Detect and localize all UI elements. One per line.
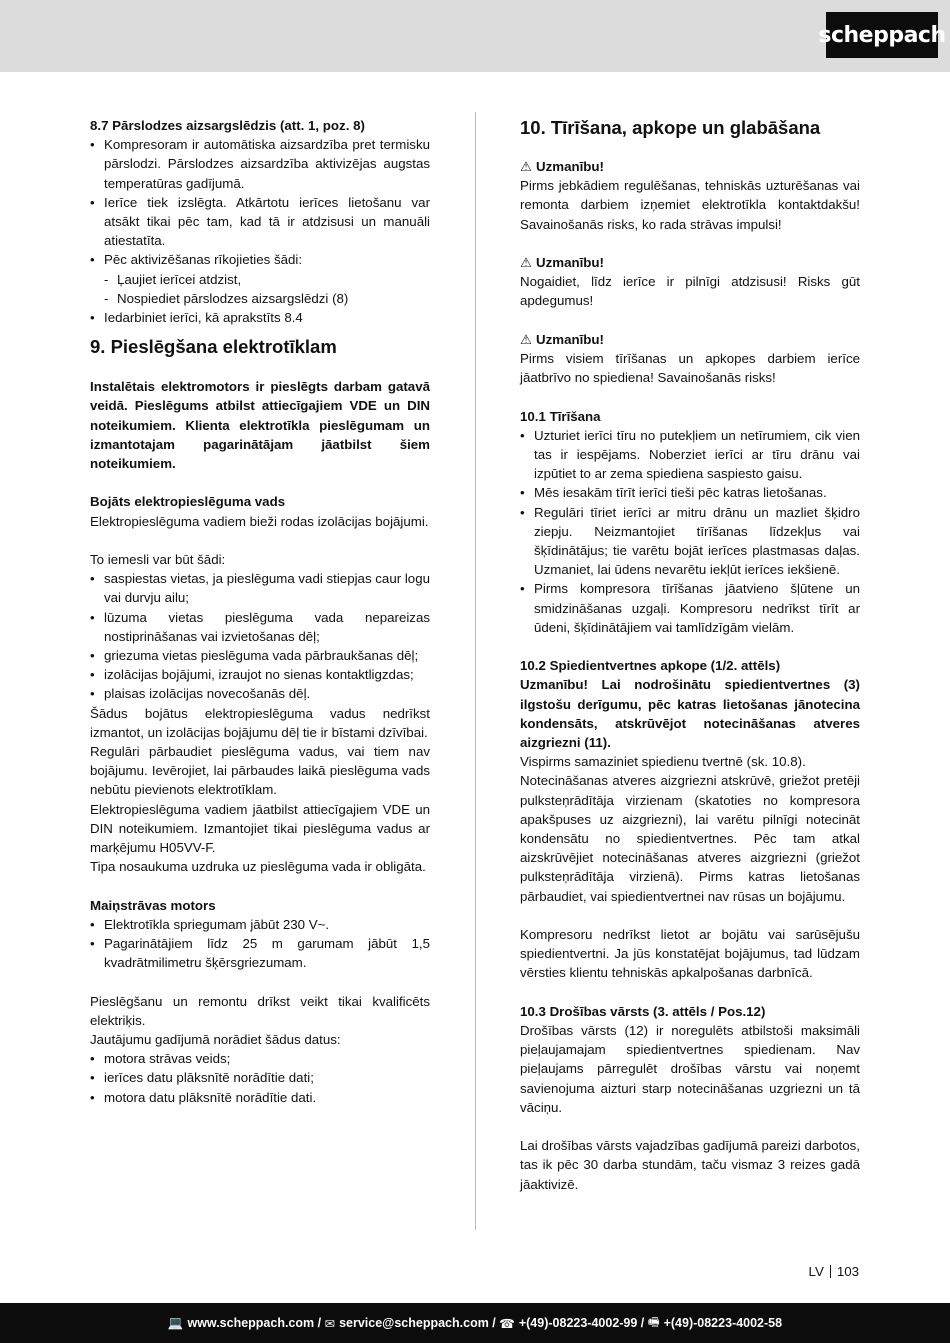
footer-phone: +(49)-08223-4002-99 / (518, 1316, 645, 1330)
damaged-cable-text: Elektropieslēguma vadiem bieži rodas izolācijas bojājumi. (90, 513, 429, 529)
computer-icon: 💻 (167, 1315, 184, 1330)
section-10-2-p1: Vispirms samaziniet spiedienu tvertnē (sk. 10.8). (520, 754, 806, 770)
page-number (809, 1264, 859, 1279)
list-item: • ierīces datu plāksnītē norādītie dati; (90, 1068, 430, 1087)
danger-text: Šādus bojātus elektropieslēguma vadus nedrīkst izmantot, un izolācijas bojājumu dēļ tie ir bīstami dzīvībai. (90, 705, 430, 740)
warning-label: Uzmanību! (536, 331, 604, 347)
page-number-value: 103 (836, 1264, 859, 1279)
warning-1-text: Pirms jebkādiem regulēšanas, tehniskās uzturēšanas vai remonta darbiem izņemiet elektrotīkla kontaktdakšu! Savainošanās risks, ko rada strāvas impulsi! (520, 178, 860, 232)
header-band (0, 0, 950, 72)
section-10-1-title: 10.1 Tīrīšana (520, 408, 601, 424)
section-8-7-list (90, 135, 430, 269)
ac-motor-list (90, 915, 430, 973)
list-item: - Ļaujiet ierīcei atdzist, (90, 270, 430, 289)
list-item: • Elektrotīkla spriegumam jābūt 230 V~. (90, 915, 430, 934)
queries-intro: Jautājumu gadījumā norādiet šādus datus: (90, 1032, 341, 1048)
section-10-3-title: 10.3 Drošības vārsts (3. attēls / Pos.12) (520, 1003, 766, 1019)
scheppach-logo (818, 12, 946, 58)
warning-3-head (520, 330, 860, 349)
phone-icon: ☎ (499, 1316, 515, 1331)
list-item: • izolācijas bojājumi, izraujot no sienas kontaktligzdas; (90, 665, 430, 684)
list-item: • plaisas izolācijas novecošanās dēļ. (90, 684, 430, 703)
warning-triangle-icon: ⚠ (520, 331, 532, 347)
footer-fax: +(49)-08223-4002-58 (663, 1316, 783, 1330)
right-column (520, 116, 860, 1194)
section-10-2-p2: Notecināšanas atveres aizgriezni atskrūvē, griežot pretēji pulksteņrādītāja virzienam (skatoties no kompresora apakšpuses uz aizgriezni), lai varētu pilnīgi notecināt kondensātu no spiedientvertnes. Pēc tam atkal aizskrūvējiet notecināšanas atveres aizgriezni (griežot pulksteņrādītāja virzienā). Pirms katras lietošanas pārbaudiet, vai spiedientvertnei nav rūsas un bojājumu. (520, 773, 860, 904)
list-item: - Nospiediet pārslodzes aizsargslēdzi (8) (90, 289, 430, 308)
causes-intro: To iemesli var būt šādi: (90, 552, 226, 568)
print-text: Tipa nosaukuma uzdruka uz pieslēguma vada ir obligāta. (90, 859, 426, 875)
cleaning-list (520, 426, 860, 637)
list-item: • lūzuma vietas pieslēguma vada nepareizas nostiprināšanas vai izvietošanas dēļ; (90, 608, 430, 646)
section-10-2-warning: Uzmanību! Lai nodrošinātu spiedientvertnes (3) ilgstošu derīgumu, pēc katras lietošanas jānotecina kondensāts, atskrūvējot notecināšanas atveres aizgriezni (11). (520, 677, 860, 751)
section-10-heading: 10. Tīrīšana, apkope un glabāšana (520, 117, 821, 138)
column-divider (475, 112, 476, 1230)
warning-label: Uzmanību! (536, 255, 604, 270)
envelope-icon: ✉ (324, 1316, 336, 1331)
damaged-cable-title: Bojāts elektropieslēguma vads (90, 494, 286, 510)
section-10-3-p1: Drošības vārsts (12) ir noregulēts atbilstoši maksimāli pieļaujamajam spiedientvertnes spiedienam. Nav pieļaujams pārregulēt drošības vārstu vai noņemt savienojuma aizturi starp notecināšanas uzgriezni un tā vāciņu. (520, 1023, 860, 1115)
warning-1-head (520, 157, 860, 176)
causes-list (90, 569, 430, 703)
section-10-2-title: 10.2 Spiedientvertnes apkope (1/2. attēls) (520, 658, 781, 674)
ac-motor-title: Maiņstrāvas motors (90, 897, 216, 913)
footer-email[interactable]: service@scheppach.com / (339, 1316, 496, 1330)
warning-triangle-icon: ⚠ (520, 159, 532, 174)
section-9-heading: 9. Pieslēgšana elektrotīklam (90, 336, 337, 358)
section-8-7-last (90, 308, 430, 327)
list-item: • Iedarbiniet ierīci, kā aprakstīts 8.4 (90, 308, 430, 327)
list-item: • motora datu plāksnītē norādītie dati. (90, 1088, 430, 1107)
left-column (90, 116, 430, 1107)
section-8-7-title: 8.7 Pārslodzes aizsargslēdzis (att. 1, poz. 8) (90, 118, 365, 133)
warning-triangle-icon: ⚠ (520, 255, 532, 270)
brand-label: scheppach (818, 22, 946, 48)
list-item: • Uzturiet ierīci tīru no putekļiem un netīrumiem, cik vien tas ir iespējams. Noberziet ierīci ar tīru drānu vai izpūtiet to ar zema spiediena saspiesto gaisu. (520, 426, 860, 484)
list-item: • Regulāri tīriet ierīci ar mitru drānu un mazliet šķidro ziepju. Neizmantojiet tīrīšanas līdzekļus vai šķīdinātājus; tie varētu bojāt ierīces plastmasas daļas. Uzmaniet, lai ūdens nevarētu iekļūt ierīces iekšienē. (520, 503, 860, 580)
section-9-intro: Instalētais elektromotors ir pieslēgts darbam gatavā veidā. Pieslēgums atbilst attiecīgajiem VDE un DIN noteikumiem. Klienta elektrotīkla pieslēgumam un izmantotajam pagarinātājam jāatbilst šiem noteikumiem. (90, 379, 430, 472)
list-item: • griezuma vietas pieslēguma vada pārbraukšanas dēļ; (90, 646, 430, 665)
warning-2-head (520, 253, 860, 272)
section-8-7-sublist (90, 270, 430, 308)
list-item: • saspiestas vietas, ja pieslēguma vadi stiepjas caur logu vai durvju ailu; (90, 569, 430, 607)
footer-bar (0, 1303, 950, 1343)
section-10-2-p3: Kompresoru nedrīkst lietot ar bojātu vai sarūsējušu spiedientvertni. Ja jūs konstatējat bojājumus, tad lūdzam vērsties klientu tehniskās apkalpošanas darbnīcā. (520, 927, 860, 981)
check-text: Regulāri pārbaudiet pieslēguma vadus, vai tiem nav bojājumu. Ievērojiet, lai pārbaudes laikā pieslēguma vads nebūtu pievienots elektrotīklam. (90, 744, 430, 798)
vde-text: Elektropieslēguma vadiem jāatbilst attiecīgajiem VDE un DIN noteikumiem. Izmantojiet tikai pieslēguma vadus ar marķējumu H05VV-F. (90, 801, 430, 856)
list-item: • Pirms kompresora tīrīšanas jāatvieno šļūtene un smidzināšanas uzgaļi. Kompresoru nedrīkst tīrīt ar ūdeni, šķīdinātājiem vai tamlīdzīgām vielām. (520, 579, 860, 637)
list-item: • motora strāvas veids; (90, 1049, 430, 1068)
list-item: • Pagarinātājiem līdz 25 m garumam jābūt 1,5 kvadrātmilimetru šķērsgriezumam. (90, 934, 430, 972)
queries-list (90, 1049, 430, 1107)
list-item: • Mēs iesakām tīrīt ierīci tieši pēc katras lietošanas. (520, 483, 860, 502)
page-language: LV (808, 1264, 824, 1279)
warning-2-text: Nogaidiet, līdz ierīce ir pilnīgi atdzisusi! Risks gūt apdegumus! (520, 274, 860, 309)
fax-icon: 🖷 (647, 1314, 660, 1329)
section-10-3-p2: Lai drošības vārsts vajadzības gadījumā pareizi darbotos, tas ik pēc 30 darba stundām, taču vismaz 3 reizes gadā jāaktivizē. (520, 1138, 860, 1192)
list-item: • Ierīce tiek izslēgta. Atkārtotu ierīces lietošanu var atsākt tikai pēc tam, kad tā ir atdzisusi un manuāli atiestatīta. (90, 193, 430, 251)
repair-text: Pieslēgšanu un remontu drīkst veikt tikai kvalificēts elektriķis. (90, 993, 430, 1028)
page-number-separator (830, 1265, 831, 1278)
warning-3-text: Pirms visiem tīrīšanas un apkopes darbiem ierīce jāatbrīvo no spiediena! Savainošanās risks! (520, 351, 860, 386)
list-item: • Kompresoram ir automātiska aizsardzība pret termisku pārslodzi. Pārslodzes aizsardzība aktivizējas augstas temperatūras gadījumā. (90, 135, 430, 193)
warning-label: Uzmanību! (536, 159, 604, 174)
list-item: • Pēc aktivizēšanas rīkojieties šādi: (90, 250, 430, 269)
footer-website[interactable]: www.scheppach.com / (187, 1316, 322, 1330)
